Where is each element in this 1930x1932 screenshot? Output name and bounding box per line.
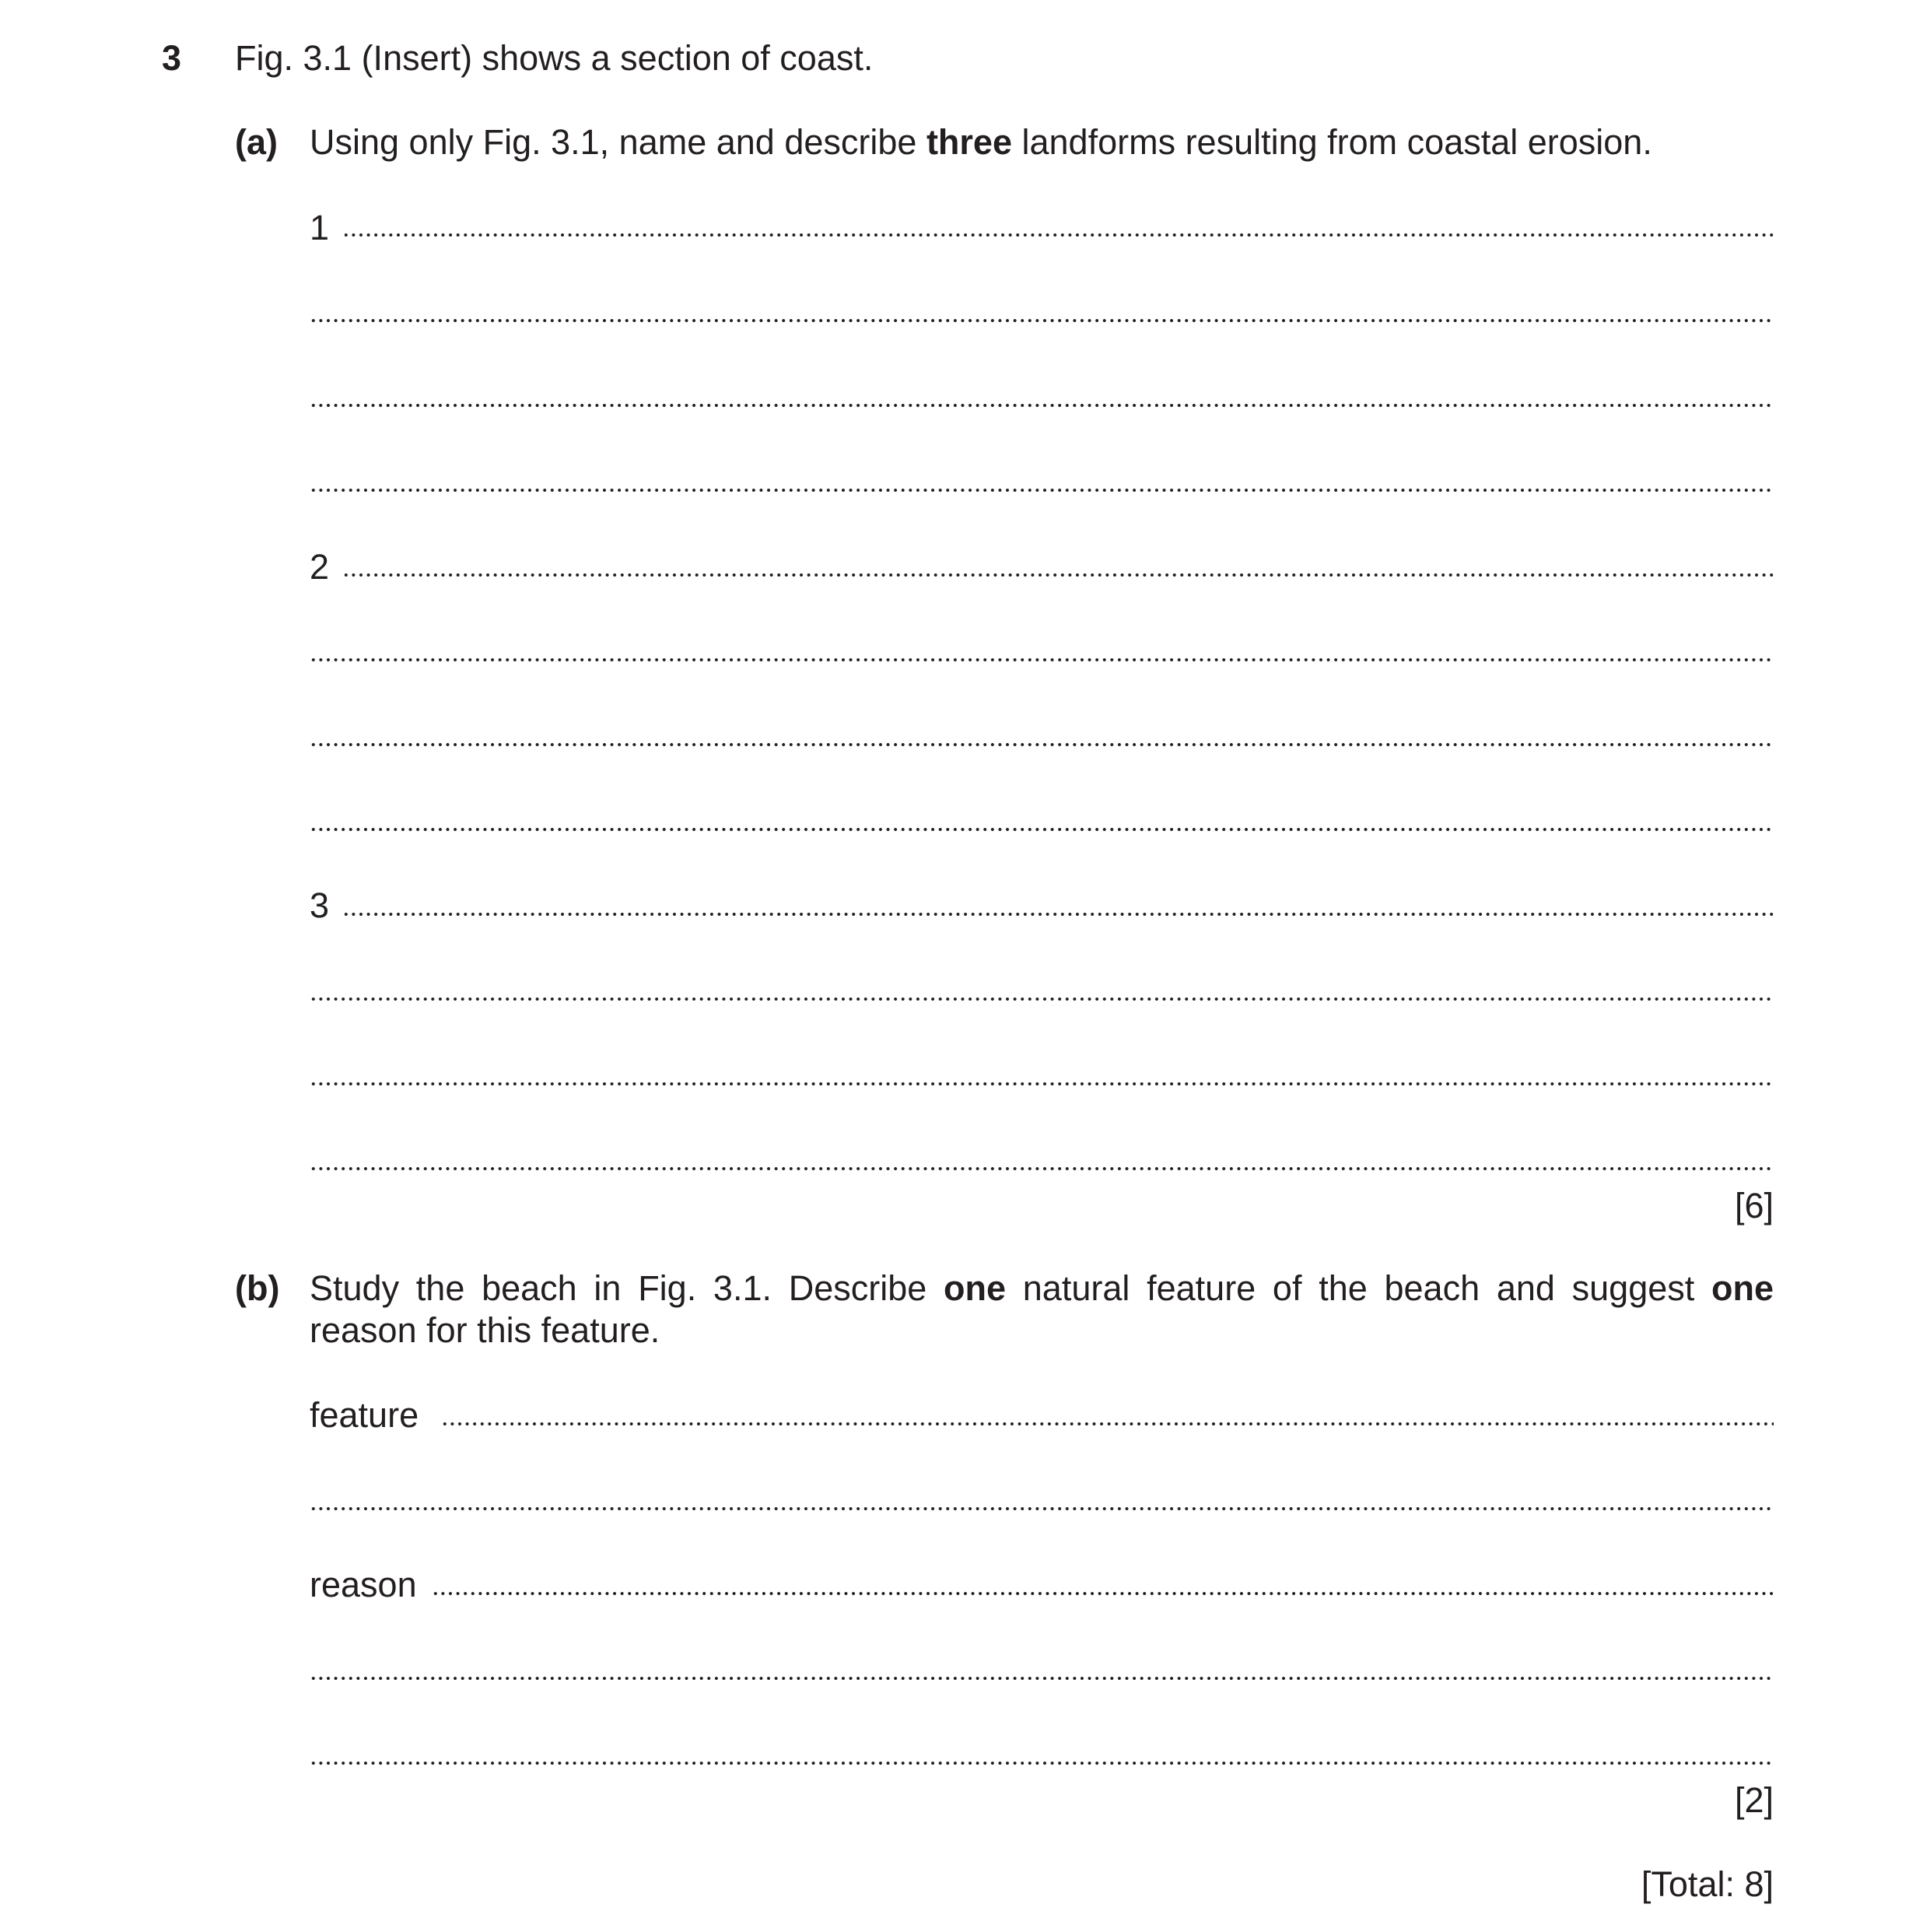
answer-line[interactable]	[342, 233, 1774, 237]
part-b-prompt-line-1	[310, 1268, 1774, 1308]
answer-line[interactable]	[310, 404, 1774, 407]
reason-answer-line[interactable]	[310, 1677, 1774, 1680]
answer-line[interactable]	[310, 998, 1774, 1001]
part-b-label: (b)	[235, 1268, 280, 1308]
answer-line[interactable]	[342, 913, 1774, 916]
part-a-label: (a)	[235, 122, 278, 162]
part-a-prompt	[310, 124, 1652, 160]
question-intro: Fig. 3.1 (Insert) shows a section of coast.	[235, 38, 874, 78]
reason-label: reason	[310, 1565, 417, 1604]
part-b-prompt-bold-2: one	[1711, 1268, 1774, 1308]
answer-line[interactable]	[310, 1082, 1774, 1085]
answer-line[interactable]	[310, 1167, 1774, 1170]
part-b-prompt-1: Study the beach in Fig. 3.1. Describe	[310, 1268, 944, 1308]
answer-line[interactable]	[310, 743, 1774, 746]
feature-label: feature	[310, 1395, 419, 1435]
reason-answer-line[interactable]	[432, 1592, 1774, 1595]
total-marks: [Total: 8]	[1641, 1864, 1774, 1904]
answer-line[interactable]	[310, 658, 1774, 661]
part-a-prompt-post: landforms resulting from coastal erosion.	[1011, 122, 1652, 162]
part-b-prompt-2: natural feature of the beach and suggest	[1006, 1268, 1711, 1308]
part-b-prompt-bold-1: one	[944, 1268, 1007, 1308]
part-a-marks: [6]	[1734, 1186, 1774, 1225]
part-a-prompt-bold: three	[926, 122, 1012, 162]
feature-answer-line[interactable]	[441, 1422, 1774, 1425]
part-b-prompt-line-2: reason for this feature.	[310, 1310, 660, 1350]
answer-line[interactable]	[310, 489, 1774, 492]
part-a-prompt-pre: Using only Fig. 3.1, name and describe	[310, 122, 926, 162]
answer-line[interactable]	[310, 828, 1774, 831]
answer-line[interactable]	[342, 573, 1774, 577]
question-number: 3	[162, 38, 182, 78]
reason-answer-line[interactable]	[310, 1762, 1774, 1765]
answer-line[interactable]	[310, 319, 1774, 322]
feature-answer-line[interactable]	[310, 1507, 1774, 1510]
answer-item-3-number: 3	[310, 885, 330, 925]
answer-item-1-number: 1	[310, 208, 330, 247]
part-b-marks: [2]	[1734, 1780, 1774, 1820]
answer-item-2-number: 2	[310, 547, 330, 587]
